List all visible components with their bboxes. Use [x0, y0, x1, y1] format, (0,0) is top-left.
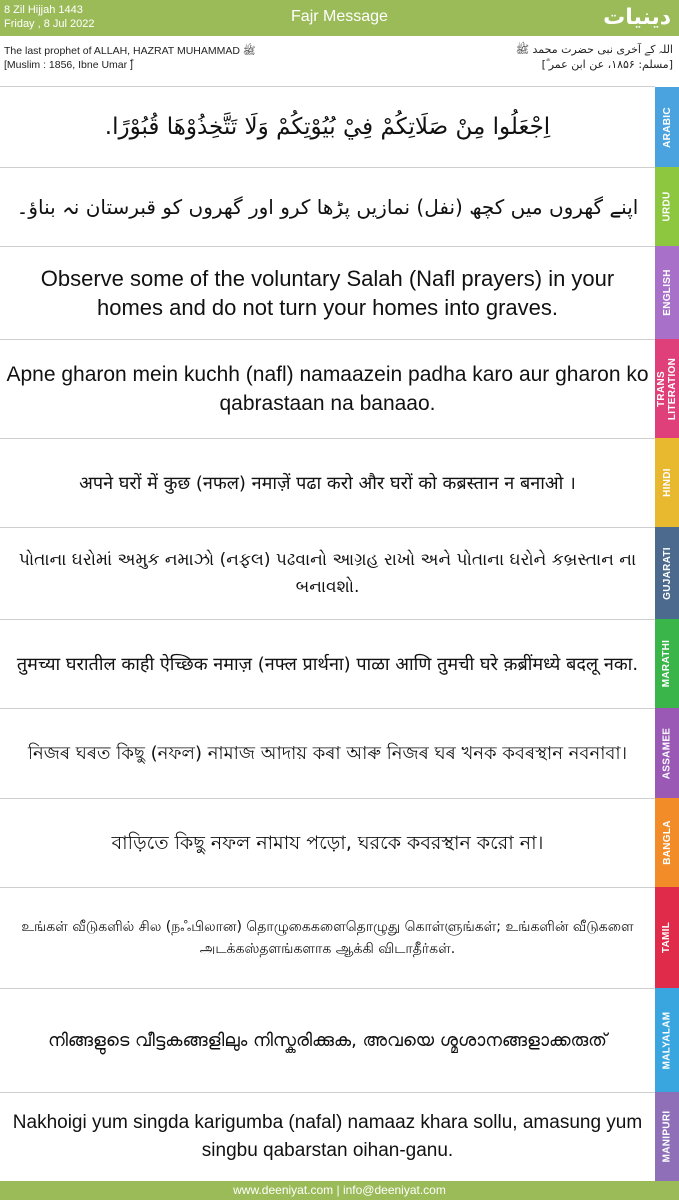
tab-label: HINDI — [661, 468, 673, 497]
tab-label: ASSAMEE — [661, 727, 673, 779]
tab-marathi[interactable] — [655, 619, 679, 708]
prophet-name-urdu: اللہ کے آخری نبی حضرت محمد ﷺ — [515, 43, 673, 56]
prophet-name-english: The last prophet of ALLAH, HAZRAT MUHAMMAD ﷺ — [4, 45, 256, 57]
tab-label: ARABIC — [661, 106, 673, 148]
translation-row-english — [0, 247, 655, 339]
translation-row-bangla — [0, 799, 655, 887]
tab-bangla[interactable] — [655, 798, 679, 887]
bangla-text: বাড়িতে কিছু নফল নামায পড়ো, ঘরকে কবরস্থান করো না। — [111, 832, 544, 854]
malyalam-text: നിങ്ങളുടെ വീട്ടകങ്ങളിലും നിസ്കരിക്കുക, അവയെ ശ്മശാനങ്ങളാക്കരുത് — [48, 1029, 607, 1051]
translation-row-gujarati — [0, 528, 655, 619]
prophet-reference-english — [4, 44, 256, 72]
tab-label: GUJARATI — [661, 546, 673, 600]
tab-tamil[interactable] — [655, 887, 679, 988]
tab-label: MANIPURI — [661, 1110, 673, 1163]
tab-label: TRANS LITERATION — [656, 357, 679, 420]
translation-row-arabic — [0, 87, 655, 167]
translation-row-urdu — [0, 168, 655, 246]
tab-label: MALYALAM — [661, 1011, 673, 1069]
translation-row-tamil — [0, 888, 655, 988]
translation-row-transliteration — [0, 340, 655, 438]
translation-row-assamee — [0, 709, 655, 798]
prophet-reference — [0, 36, 679, 86]
assamee-text: নিজৰ ঘৰত কিছু (নফল) নামাজ আদায় কৰা আৰু নিজৰ ঘৰ খনক কবৰস্থান নবনাবা। — [27, 743, 628, 764]
tab-gujarati[interactable] — [655, 527, 679, 619]
tab-urdu[interactable] — [655, 167, 679, 246]
arabic-text: اِجْعَلُوا مِنْ صَلَاتِكُمْ فِيْ بُيُوْتِكُمْ وَلَا تَتَّخِذُوْهَا قُبُوْرًا. — [104, 114, 551, 140]
tab-english[interactable] — [655, 246, 679, 339]
gregorian-date: Friday , 8 Jul 2022 — [4, 18, 95, 30]
english-text: Observe some of the voluntary Salah (Nafl prayers) in your homes and do not turn your homes into graves. — [40, 266, 615, 320]
tab-label: MARATHI — [661, 639, 673, 688]
tab-label: URDU — [661, 191, 673, 222]
tamil-text: உங்கள் வீடுகளில் சில (நஃபிலான) தொழுகைகளைதொழுது கொள்ளுங்கள்; உங்களின் வீடுகளை அடக்கஸ்தளங்களாக ஆக்கி விடாதீர்கள். — [21, 919, 634, 957]
tab-arabic[interactable] — [655, 87, 679, 167]
transliteration-text: Apne gharon mein kuchh (nafl) namaazein padha karo aur gharon ko qabrastaan na banaao. — [6, 363, 649, 415]
urdu-text: اپنے گھروں میں کچھ (نفل) نمازیں پڑھا کرو اور گھروں کو قبرستان نہ بناؤ۔ — [16, 195, 639, 219]
translation-row-malyalam — [0, 989, 655, 1092]
tab-label: BANGLA — [661, 820, 673, 865]
tab-malyalam[interactable] — [655, 988, 679, 1092]
tab-transliteration[interactable] — [655, 339, 679, 438]
hijri-date: 8 Zil Hijjah 1443 — [4, 4, 83, 16]
marathi-text: तुमच्या घरातील काही ऐच्छिक नमाज़ (नफ्ल प्रार्थना) पाळा आणि तुमची घरे क़ब्रींमध्ये बदलू नका. — [16, 653, 639, 675]
tab-label: ENGLISH — [661, 269, 673, 316]
translation-row-manipuri — [0, 1093, 655, 1180]
page-title: Fajr Message — [291, 8, 388, 25]
tab-assamee[interactable] — [655, 708, 679, 798]
manipuri-text: Nakhoigi yum singda karigumba (nafal) namaaz khara sollu, amasung yum singbu qabarstan oihan-ganu. — [12, 1111, 643, 1161]
gujarati-text: પોતાના ઘરોમાં અમુક નમાઝો (નફલ) પઢવાનો આગ્રહ રાખો અને પોતાના ઘરોને કબ્રસ્તાન ના બનાવશો. — [18, 549, 637, 597]
hindi-text: अपने घरों में कुछ (नफल) नमाज़ें पढा करो और घरों को कब्रस्तान न बनाओ । — [79, 472, 576, 494]
hadith-source-urdu: [مسلم: ۱۸۵۶، عن ابن عمر ؓ] — [541, 58, 673, 71]
footer-contact[interactable]: www.deeniyat.com | info@deeniyat.com — [0, 1181, 679, 1200]
hadith-source-english: [Muslim : 1856, Ibne Umar ؓ] — [4, 59, 133, 71]
translation-row-marathi — [0, 620, 655, 708]
translation-row-hindi — [0, 439, 655, 527]
header-bar — [0, 0, 679, 36]
tab-manipuri[interactable] — [655, 1092, 679, 1181]
prophet-reference-urdu — [516, 42, 673, 72]
tab-label: TAMIL — [661, 921, 673, 954]
deeniyat-logo: دینیات — [603, 5, 671, 30]
tab-hindi[interactable] — [655, 438, 679, 527]
